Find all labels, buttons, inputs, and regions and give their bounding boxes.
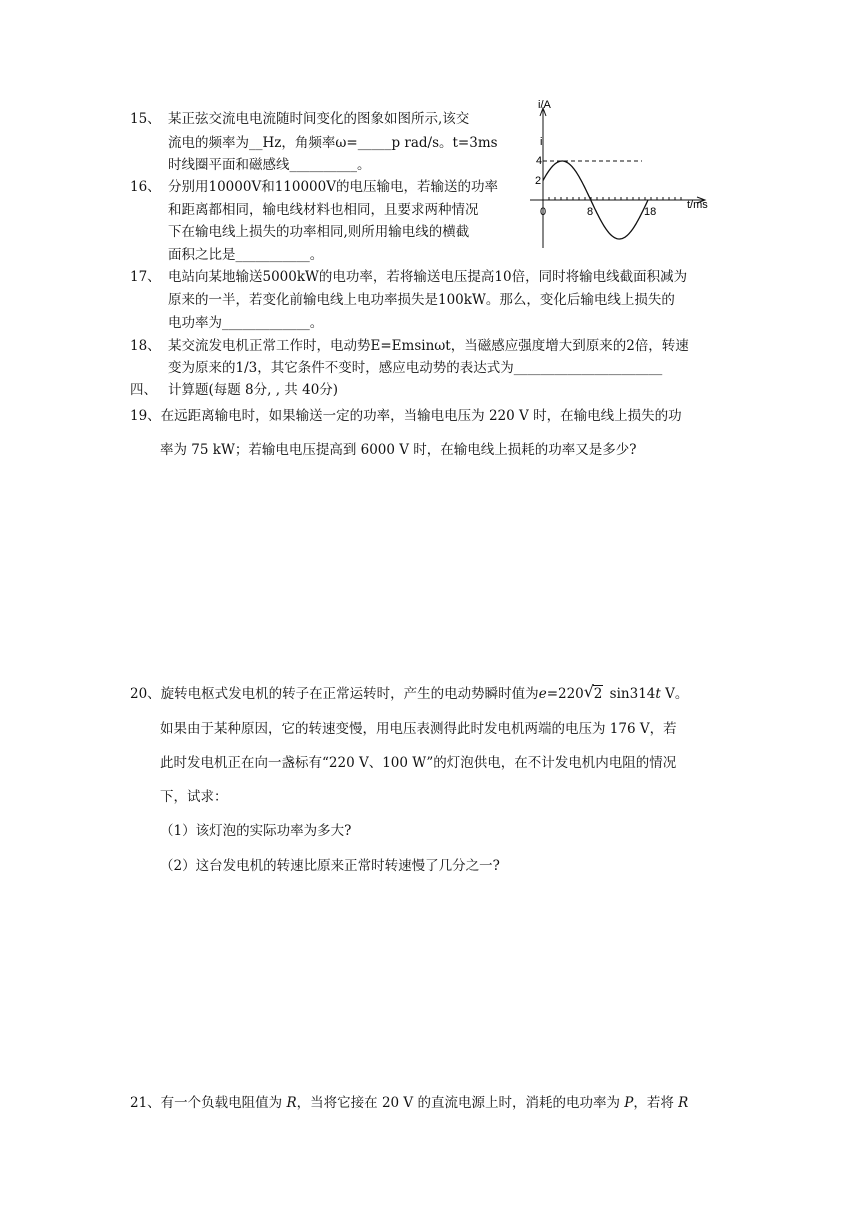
- y-tick-2: 2: [535, 175, 542, 187]
- q20-line-4: 下，试求：: [160, 789, 228, 805]
- q16-line-3: 下在输电线上损失的功率相同,则所用输电线的横截: [168, 224, 470, 240]
- section-4-title: 计算题(每题 8分, , 共 40分): [168, 382, 339, 398]
- q17-number: 17、: [130, 269, 161, 285]
- q17-line-1: 电站向某地输送5000kW的电功率，若将输送电压提高10倍，同时将输电线截面积减为: [168, 269, 688, 285]
- q20-sub-1: （1）该灯泡的实际功率为多大?: [160, 823, 352, 839]
- q16-line-2: 和距离都相同，输电线材料也相同，且要求两种情况: [168, 202, 479, 218]
- q15-line-2: 流电的频率为__Hz，角频率ω=_____p rad/s。t=3ms: [168, 135, 498, 151]
- section-4-number: 四、: [130, 382, 157, 398]
- q20-line-1: [130, 684, 688, 704]
- q15-number: 15、: [130, 111, 161, 127]
- q21-text-a: 21、有一个负载电阻值为: [130, 1095, 287, 1111]
- q17-line-3: 电功率为_____________。: [168, 315, 324, 331]
- q18-number: 18、: [130, 338, 161, 354]
- q16-number: 16、: [130, 179, 161, 195]
- y-tick-4: 4: [536, 155, 543, 167]
- q20-unit: V。: [660, 686, 689, 702]
- sqrt-symbol: √ 2: [583, 682, 603, 702]
- graph-axes: [530, 108, 705, 248]
- q15-line-3: 时线圈平面和磁感线__________。: [168, 157, 371, 173]
- q20-e-symbol: e: [538, 686, 547, 702]
- q19-line-1: 19、在远距离输电时，如果输送一定的功率，当输电电压为 220 V 时，在输电线上损失的功: [130, 408, 682, 424]
- q20-sin: sin314: [605, 686, 656, 702]
- q21-p-symbol: P: [624, 1095, 634, 1111]
- q21-text-c: ，若将: [633, 1095, 679, 1111]
- q18-line-1: 某交流发电机正常工作时，电动势E=Emsinωt，当磁感应强度增大到原来的2倍，转速: [168, 338, 689, 354]
- current-time-graph: [520, 98, 720, 258]
- q20-eq: =220: [546, 686, 584, 702]
- q21-r2-symbol: R: [678, 1095, 689, 1111]
- q20-line-1-text: 20、旋转电枢式发电机的转子在正常运转时，产生的电动势瞬时值为: [130, 686, 539, 702]
- q21-r-symbol: R: [286, 1095, 297, 1111]
- q18-line-2: 变为原来的1/3，其它条件不变时，感应电动势的表达式为______________________: [168, 360, 663, 376]
- q21-line-1: [130, 1093, 688, 1113]
- q20-line-2: 如果由于某种原因，它的转速变慢，用电压表测得此时发电机两端的电压为 176 V，若: [160, 721, 677, 737]
- q16-line-1: 分别用10000V和110000V的电压输电，若输送的功率: [168, 179, 498, 195]
- q20-t-symbol: t: [655, 686, 661, 702]
- q20-line-3: 此时发电机正在向一盏标有“220 V、100 W”的灯泡供电，在不计发电机内电阻的情况: [160, 755, 677, 771]
- q20-sub-2: （2）这台发电机的转速比原来正常时转速慢了几分之一?: [160, 858, 500, 874]
- x-tick-0: 0: [540, 206, 547, 218]
- x-axis-label: t/ms: [687, 199, 708, 211]
- q16-line-4: 面积之比是___________。: [168, 247, 324, 263]
- q19-line-2: 率为 75 kW；若输电电压提高到 6000 V 时，在输电线上损耗的功率又是多少?: [160, 442, 637, 458]
- q20-sqrt-value: 2: [593, 686, 603, 702]
- x-tick-18: 18: [644, 206, 657, 218]
- q15-line-1: 某正弦交流电电流随时间变化的图象如图所示,该交: [168, 111, 470, 127]
- q17-line-2: 原来的一半，若变化前输电线上电功率损失是100kW。那么，变化后输电线上损失的: [168, 292, 675, 308]
- y-axis-label: i/A: [538, 99, 551, 111]
- x-tick-8: 8: [587, 206, 594, 218]
- q21-text-b: ，当将它接在 20 V 的直流电源上时，消耗的电功率为: [296, 1095, 625, 1111]
- y-axis-label-i: i: [540, 136, 543, 148]
